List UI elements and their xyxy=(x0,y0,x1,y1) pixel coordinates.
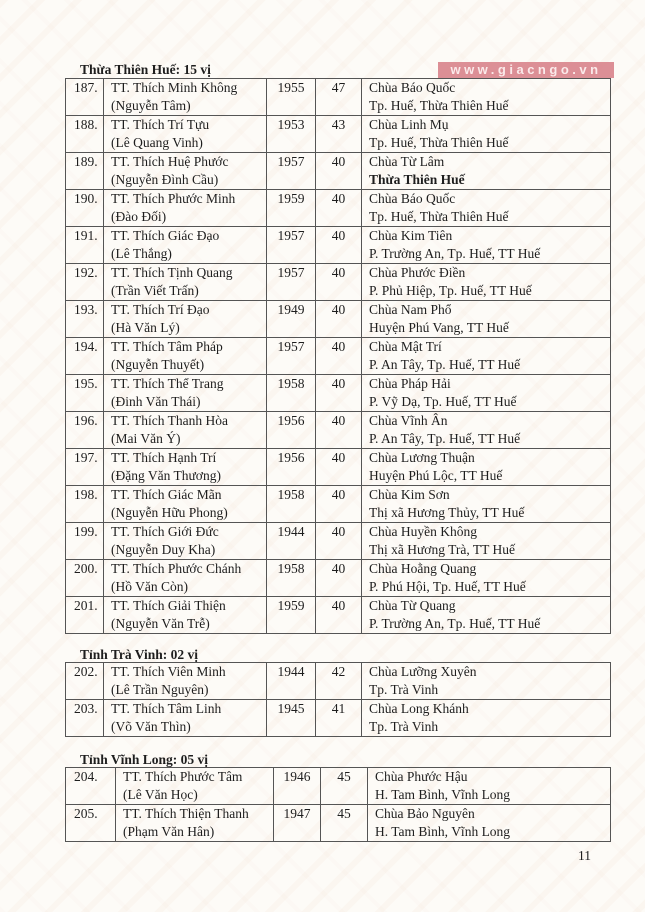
row-number xyxy=(66,523,104,560)
table-vinh-long xyxy=(65,767,611,842)
table-row xyxy=(66,412,611,449)
temple-name: Chùa Báo Quốc xyxy=(369,191,456,206)
row-number-text: 187. xyxy=(74,80,98,95)
row-number xyxy=(66,412,104,449)
dharma-name: TT. Thích Giới Đức xyxy=(111,524,219,539)
row-number-text: 197. xyxy=(74,450,98,465)
birth-year xyxy=(274,768,321,805)
table-thua-thien-hue xyxy=(65,78,611,634)
monastic-age-text: 40 xyxy=(331,302,346,317)
temple-cell xyxy=(362,264,611,301)
row-number xyxy=(66,449,104,486)
birth-year-text: 1957 xyxy=(277,154,305,169)
temple-address: P. An Tây, Tp. Huế, TT Huế xyxy=(369,357,521,372)
temple-address: P. Phú Hội, Tp. Huế, TT Huế xyxy=(369,579,526,594)
table-row xyxy=(66,301,611,338)
dharma-name: TT. Thích Thể Trang xyxy=(111,376,224,391)
monk-name-cell xyxy=(104,700,267,737)
dharma-name: TT. Thích Giác Mãn xyxy=(111,487,222,502)
temple-address: H. Tam Bình, Vĩnh Long xyxy=(375,824,511,839)
row-number-text: 199. xyxy=(74,524,98,539)
table-row xyxy=(66,523,611,560)
birth-year-text: 1955 xyxy=(277,80,305,95)
monk-name-cell xyxy=(104,523,267,560)
birth-year-text: 1959 xyxy=(277,598,305,613)
table-row xyxy=(66,264,611,301)
temple-cell xyxy=(362,190,611,227)
row-number xyxy=(66,153,104,190)
dharma-name: TT. Thích Trí Đạo xyxy=(111,302,210,317)
monastic-age xyxy=(316,412,362,449)
temple-name: Chùa Long Khánh xyxy=(369,701,469,716)
temple-name: Chùa Phước Hậu xyxy=(375,769,468,784)
monastic-age xyxy=(316,301,362,338)
lay-name: (Lê Quang Vinh) xyxy=(111,135,203,150)
temple-cell xyxy=(362,153,611,190)
birth-year-text: 1958 xyxy=(277,561,305,576)
row-number xyxy=(66,116,104,153)
row-number-text: 204. xyxy=(74,769,98,784)
monastic-age-text: 40 xyxy=(331,265,346,280)
monastic-age xyxy=(316,116,362,153)
birth-year-text: 1956 xyxy=(277,450,305,465)
temple-cell xyxy=(362,486,611,523)
lay-name: (Trần Viết Trấn) xyxy=(111,283,199,298)
temple-cell xyxy=(362,79,611,116)
birth-year xyxy=(267,597,316,634)
monk-name-cell xyxy=(104,412,267,449)
temple-cell xyxy=(362,700,611,737)
temple-name: Chùa Vĩnh Ân xyxy=(369,413,448,428)
table-row xyxy=(66,190,611,227)
temple-address: Tp. Huế, Thừa Thiên Huế xyxy=(369,135,509,150)
dharma-name: TT. Thích Phước Tâm xyxy=(123,769,243,784)
row-number xyxy=(66,338,104,375)
birth-year xyxy=(267,412,316,449)
lay-name: (Phạm Văn Hân) xyxy=(123,824,215,839)
dharma-name: TT. Thích Hạnh Trí xyxy=(111,450,217,465)
temple-cell xyxy=(362,560,611,597)
birth-year-text: 1957 xyxy=(277,339,305,354)
table-row xyxy=(66,597,611,634)
row-number xyxy=(66,264,104,301)
watermark: www.giacngo.vn xyxy=(438,62,614,78)
temple-cell xyxy=(362,338,611,375)
monastic-age xyxy=(316,523,362,560)
dharma-name: TT. Thích Tịnh Quang xyxy=(111,265,233,280)
dharma-name: TT. Thích Thiện Thanh xyxy=(123,806,249,821)
temple-name: Chùa Hoằng Quang xyxy=(369,561,477,576)
monastic-age xyxy=(321,805,368,842)
monastic-age-text: 40 xyxy=(331,598,346,613)
temple-name: Chùa Kim Sơn xyxy=(369,487,450,502)
monastic-age xyxy=(316,153,362,190)
birth-year-text: 1944 xyxy=(277,524,305,539)
monastic-age-text: 40 xyxy=(331,339,346,354)
row-number-text: 193. xyxy=(74,302,98,317)
birth-year-text: 1959 xyxy=(277,191,305,206)
birth-year xyxy=(267,264,316,301)
section-title-thua-thien-hue: Thừa Thiên Huế: 15 vị xyxy=(80,62,211,77)
monk-name-cell xyxy=(104,153,267,190)
birth-year-text: 1956 xyxy=(277,413,305,428)
temple-name: Chùa Huyền Không xyxy=(369,524,477,539)
row-number-text: 192. xyxy=(74,265,98,280)
birth-year xyxy=(267,116,316,153)
table-row xyxy=(66,663,611,700)
birth-year xyxy=(267,560,316,597)
birth-year-text: 1958 xyxy=(277,487,305,502)
temple-address: Tp. Trà Vinh xyxy=(369,682,439,697)
birth-year xyxy=(267,523,316,560)
temple-cell xyxy=(362,375,611,412)
row-number-text: 202. xyxy=(74,664,98,679)
birth-year xyxy=(274,805,321,842)
temple-cell xyxy=(362,412,611,449)
lay-name: (Nguyễn Đình Cầu) xyxy=(111,172,219,187)
row-number-text: 195. xyxy=(74,376,98,391)
lay-name: (Lê Trần Nguyên) xyxy=(111,682,209,697)
table-tra-vinh xyxy=(65,662,611,737)
monk-name-cell xyxy=(104,116,267,153)
temple-address: Huyện Phú Lộc, TT Huế xyxy=(369,468,503,483)
lay-name: (Đặng Văn Thương) xyxy=(111,468,221,483)
temple-address: Tp. Huế, Thừa Thiên Huế xyxy=(369,209,509,224)
birth-year-text: 1946 xyxy=(283,769,311,784)
table-row xyxy=(66,375,611,412)
birth-year xyxy=(267,338,316,375)
row-number xyxy=(66,301,104,338)
table-row xyxy=(66,560,611,597)
row-number xyxy=(66,227,104,264)
row-number xyxy=(66,486,104,523)
temple-address: Thừa Thiên Huế xyxy=(369,172,465,187)
lay-name: (Đào Đối) xyxy=(111,209,167,224)
lay-name: (Lê Thắng) xyxy=(111,246,172,261)
row-number xyxy=(66,375,104,412)
monk-name-cell xyxy=(104,190,267,227)
dharma-name: TT. Thích Thanh Hòa xyxy=(111,413,228,428)
row-number xyxy=(66,190,104,227)
birth-year-text: 1949 xyxy=(277,302,305,317)
birth-year xyxy=(267,190,316,227)
birth-year xyxy=(267,153,316,190)
monastic-age xyxy=(316,264,362,301)
temple-name: Chùa Phước Điền xyxy=(369,265,466,280)
row-number-text: 203. xyxy=(74,701,98,716)
temple-cell xyxy=(362,116,611,153)
monk-name-cell xyxy=(104,264,267,301)
temple-name: Chùa Từ Lâm xyxy=(369,154,445,169)
monastic-age-text: 40 xyxy=(331,154,346,169)
monastic-age-text: 41 xyxy=(331,701,346,716)
temple-address: P. An Tây, Tp. Huế, TT Huế xyxy=(369,431,521,446)
monk-name-cell xyxy=(104,663,267,700)
temple-name: Chùa Từ Quang xyxy=(369,598,456,613)
birth-year-text: 1944 xyxy=(277,664,305,679)
monastic-age xyxy=(316,663,362,700)
lay-name: (Lê Văn Học) xyxy=(123,787,198,802)
monk-name-cell xyxy=(104,560,267,597)
temple-name: Chùa Linh Mụ xyxy=(369,117,449,132)
monastic-age xyxy=(316,700,362,737)
monastic-age-text: 40 xyxy=(331,487,346,502)
dharma-name: TT. Thích Phước Minh xyxy=(111,191,236,206)
lay-name: (Nguyễn Thuyết) xyxy=(111,357,205,372)
monk-name-cell xyxy=(104,301,267,338)
temple-name: Chùa Lương Thuận xyxy=(369,450,475,465)
row-number-text: 190. xyxy=(74,191,98,206)
birth-year-text: 1958 xyxy=(277,376,305,391)
monk-name-cell xyxy=(116,768,274,805)
monastic-age xyxy=(316,227,362,264)
row-number xyxy=(66,663,104,700)
lay-name: (Hà Văn Lý) xyxy=(111,320,180,335)
monk-name-cell xyxy=(104,227,267,264)
page-number: 11 xyxy=(578,848,591,863)
lay-name: (Nguyễn Tâm) xyxy=(111,98,191,113)
dharma-name: TT. Thích Minh Không xyxy=(111,80,238,95)
table-row xyxy=(66,116,611,153)
temple-cell xyxy=(368,768,611,805)
monastic-age-text: 40 xyxy=(331,413,346,428)
section-title-vinh-long: Tỉnh Vĩnh Long: 05 vị xyxy=(80,752,209,767)
temple-address: Tp. Huế, Thừa Thiên Huế xyxy=(369,98,509,113)
lay-name: (Hồ Văn Còn) xyxy=(111,579,188,594)
table-row xyxy=(66,700,611,737)
birth-year-text: 1957 xyxy=(277,228,305,243)
temple-address: P. Trường An, Tp. Huế, TT Huế xyxy=(369,246,541,261)
temple-address: P. Vỹ Dạ, Tp. Huế, TT Huế xyxy=(369,394,517,409)
birth-year xyxy=(267,301,316,338)
temple-name: Chùa Lưỡng Xuyên xyxy=(369,664,477,679)
lay-name: (Mai Văn Ý) xyxy=(111,431,181,446)
temple-address: H. Tam Bình, Vĩnh Long xyxy=(375,787,511,802)
row-number-text: 189. xyxy=(74,154,98,169)
monk-name-cell xyxy=(104,486,267,523)
birth-year xyxy=(267,486,316,523)
birth-year xyxy=(267,663,316,700)
lay-name: (Đinh Văn Thái) xyxy=(111,394,201,409)
dharma-name: TT. Thích Tâm Pháp xyxy=(111,339,223,354)
monk-name-cell xyxy=(104,597,267,634)
temple-address: Thị xã Hương Trà, TT Huế xyxy=(369,542,515,557)
row-number-text: 188. xyxy=(74,117,98,132)
birth-year-text: 1945 xyxy=(277,701,305,716)
temple-name: Chùa Báo Quốc xyxy=(369,80,456,95)
monastic-age-text: 40 xyxy=(331,376,346,391)
monastic-age xyxy=(316,449,362,486)
table-row xyxy=(66,486,611,523)
temple-name: Chùa Kim Tiên xyxy=(369,228,453,243)
monastic-age xyxy=(316,486,362,523)
monastic-age xyxy=(316,375,362,412)
monk-name-cell xyxy=(104,338,267,375)
monk-name-cell xyxy=(116,805,274,842)
monk-name-cell xyxy=(104,449,267,486)
temple-name: Chùa Nam Phổ xyxy=(369,302,452,317)
table-row xyxy=(66,338,611,375)
table-row xyxy=(66,79,611,116)
row-number xyxy=(66,560,104,597)
temple-cell xyxy=(362,523,611,560)
temple-address: P. Phủ Hiệp, Tp. Huế, TT Huế xyxy=(369,283,532,298)
monastic-age-text: 43 xyxy=(331,117,346,132)
temple-name: Chùa Bảo Nguyên xyxy=(375,806,475,821)
section-title-tra-vinh: Tỉnh Trà Vinh: 02 vị xyxy=(80,647,199,662)
temple-name: Chùa Pháp Hải xyxy=(369,376,451,391)
monastic-age xyxy=(316,79,362,116)
monastic-age xyxy=(316,190,362,227)
row-number-text: 200. xyxy=(74,561,98,576)
monastic-age-text: 40 xyxy=(331,561,346,576)
temple-address: P. Trường An, Tp. Huế, TT Huế xyxy=(369,616,541,631)
temple-cell xyxy=(368,805,611,842)
birth-year xyxy=(267,79,316,116)
dharma-name: TT. Thích Giác Đạo xyxy=(111,228,220,243)
dharma-name: TT. Thích Phước Chánh xyxy=(111,561,242,576)
birth-year xyxy=(267,449,316,486)
lay-name: (Nguyễn Văn Trễ) xyxy=(111,616,210,631)
monastic-age-text: 40 xyxy=(331,524,346,539)
row-number xyxy=(66,805,116,842)
table-row xyxy=(66,768,611,805)
table-row xyxy=(66,449,611,486)
row-number-text: 205. xyxy=(74,806,98,821)
temple-name: Chùa Mật Trí xyxy=(369,339,442,354)
row-number-text: 198. xyxy=(74,487,98,502)
birth-year xyxy=(267,375,316,412)
monastic-age xyxy=(321,768,368,805)
temple-cell xyxy=(362,597,611,634)
dharma-name: TT. Thích Huệ Phước xyxy=(111,154,229,169)
row-number-text: 191. xyxy=(74,228,98,243)
table-row xyxy=(66,805,611,842)
monastic-age xyxy=(316,338,362,375)
monk-name-cell xyxy=(104,79,267,116)
birth-year-text: 1953 xyxy=(277,117,305,132)
row-number xyxy=(66,79,104,116)
row-number-text: 196. xyxy=(74,413,98,428)
birth-year xyxy=(267,700,316,737)
temple-address: Thị xã Hương Thủy, TT Huế xyxy=(369,505,525,520)
birth-year xyxy=(267,227,316,264)
monastic-age-text: 42 xyxy=(331,664,346,679)
monk-name-cell xyxy=(104,375,267,412)
lay-name: (Nguyễn Hữu Phong) xyxy=(111,505,228,520)
row-number xyxy=(66,768,116,805)
monastic-age-text: 45 xyxy=(337,769,351,784)
temple-cell xyxy=(362,663,611,700)
monastic-age-text: 47 xyxy=(331,80,346,95)
temple-cell xyxy=(362,301,611,338)
dharma-name: TT. Thích Giải Thiện xyxy=(111,598,226,613)
monastic-age-text: 40 xyxy=(331,228,346,243)
monastic-age xyxy=(316,597,362,634)
table-row xyxy=(66,227,611,264)
table-row xyxy=(66,153,611,190)
lay-name: (Võ Văn Thìn) xyxy=(111,719,191,734)
temple-address: Tp. Trà Vinh xyxy=(369,719,439,734)
birth-year-text: 1947 xyxy=(283,806,311,821)
monastic-age-text: 40 xyxy=(331,450,346,465)
monastic-age xyxy=(316,560,362,597)
dharma-name: TT. Thích Viên Minh xyxy=(111,664,226,679)
birth-year-text: 1957 xyxy=(277,265,305,280)
temple-cell xyxy=(362,227,611,264)
row-number xyxy=(66,700,104,737)
lay-name: (Nguyễn Duy Kha) xyxy=(111,542,216,557)
row-number-text: 201. xyxy=(74,598,98,613)
temple-cell xyxy=(362,449,611,486)
temple-address: Huyện Phú Vang, TT Huế xyxy=(369,320,509,335)
monastic-age-text: 45 xyxy=(337,806,351,821)
monastic-age-text: 40 xyxy=(331,191,346,206)
row-number-text: 194. xyxy=(74,339,98,354)
dharma-name: TT. Thích Tâm Linh xyxy=(111,701,222,716)
dharma-name: TT. Thích Trí Tựu xyxy=(111,117,210,132)
row-number xyxy=(66,597,104,634)
